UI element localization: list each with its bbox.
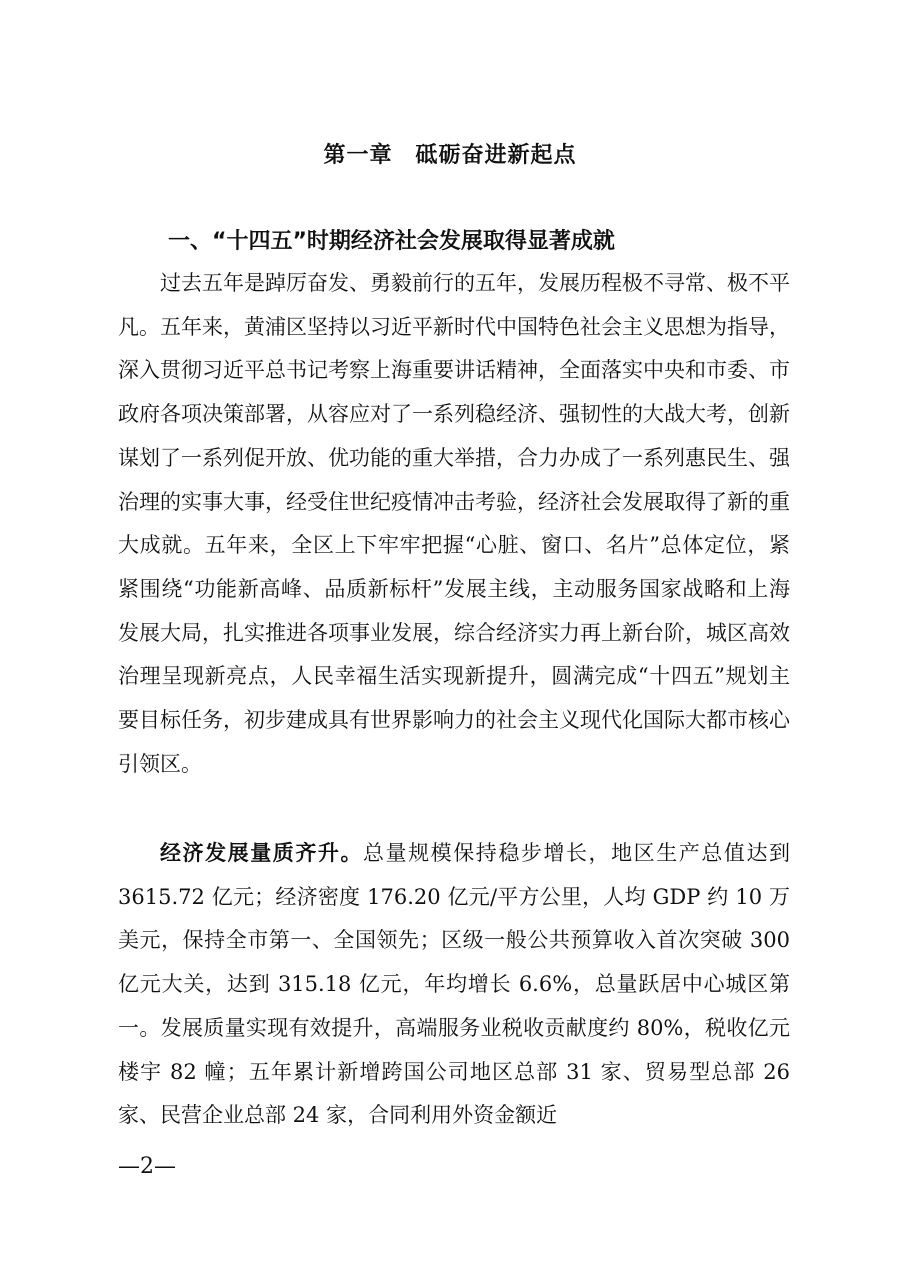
paragraph-body-text: 总量规模保持稳步增长，地区生产总值达到 3615.72 亿元；经济密度 176.20 亿元/平方公里，人均 GDP 约 10 万美元，保持全市第一、全国领先；区级一般公共预算收入首次突破 300 亿元大关，达到 315.18 亿元，年均增长 6.6%，总量跃居中心城区第一。发展质量实现有效提升，高端服务业税收贡献度约 80%，税收亿元楼宇 82 幢；五年累计新增跨国公司地区总部 31 家、贸易型总部 26 家、民营企业总部 24 家，合同利用外资金额近 (118, 841, 790, 1128)
paragraph-economic-development (118, 832, 790, 1138)
page-number: —2— (118, 1154, 176, 1179)
paragraph-lead-heading: 经济发展量质齐升。 (160, 841, 363, 865)
chapter-title: 第一章 砥砺奋进新起点 (323, 143, 577, 168)
paragraph-achievements-overview: 过去五年是踔厉奋发、勇毅前行的五年，发展历程极不寻常、极不平凡。五年来，黄浦区坚持以习近平新时代中国特色社会主义思想为指导，深入贯彻习近平总书记考察上海重要讲话精神，全面落实中央和市委、市政府各项决策部署，从容应对了一系列稳经济、强韧性的大战大考，创新谋划了一系列促开放、优功能的重大举措，合力办成了一系列惠民生、强治理的实事大事，经受住世纪疫情冲击考验，经济社会发展取得了新的重大成就。五年来，全区上下牢牢把握“心脏、窗口、名片”总体定位，紧紧围绕“功能新高峰、品质新标杆”发展主线，主动服务国家战略和上海发展大局，扎实推进各项事业发展，综合经济实力再上新台阶，城区高效治理呈现新亮点，人民幸福生活实现新提升，圆满完成“十四五”规划主要目标任务，初步建成具有世界影响力的社会主义现代化国际大都市核心引领区。 (118, 271, 790, 776)
section-heading: 一、“十四五”时期经济社会发展取得显著成就 (168, 229, 615, 254)
